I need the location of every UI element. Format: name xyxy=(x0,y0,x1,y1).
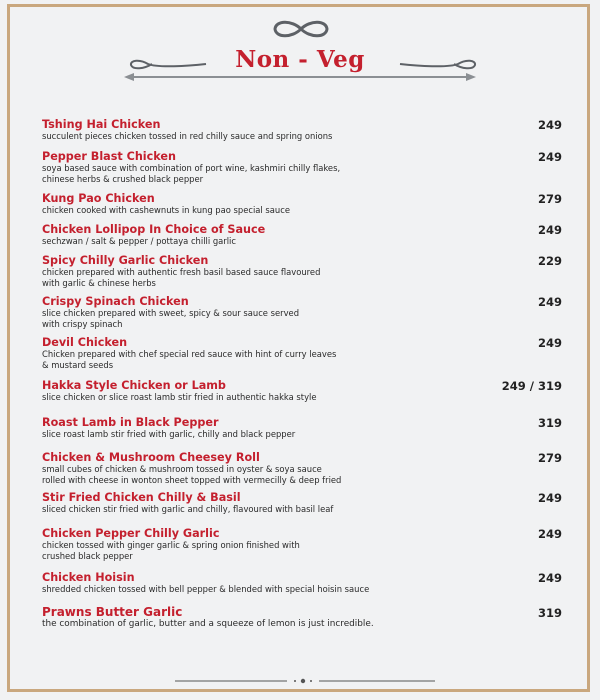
menu-item xyxy=(42,451,562,486)
divider-arrow-right xyxy=(466,72,476,82)
item-description: chicken prepared with authentic fresh basil based sauce flavoured with garlic & chinese herbs xyxy=(42,267,321,288)
item-description: small cubes of chicken & mushroom tossed in oyster & soya sauce rolled with cheese in wonton sheet topped with vermecilly & deep fried xyxy=(42,464,342,485)
menu-item xyxy=(42,491,562,515)
item-name: Tshing Hai Chicken xyxy=(42,118,161,131)
item-description: succulent pieces chicken tossed in red chilly sauce and spring onions xyxy=(42,131,333,141)
item-price: 249 xyxy=(537,118,562,132)
menu-item xyxy=(42,416,562,440)
menu-item xyxy=(42,254,562,289)
item-name: Devil Chicken xyxy=(42,336,128,349)
menu-item xyxy=(42,192,562,216)
item-description: chicken tossed with ginger garlic & spring onion finished with crushed black pepper xyxy=(42,540,300,561)
item-price: 279 xyxy=(537,451,562,465)
item-name: Spicy Chilly Garlic Chicken xyxy=(42,254,209,267)
footer-ornament xyxy=(175,678,435,684)
item-price: 249 xyxy=(537,150,562,164)
item-description: the combination of garlic, butter and a squeeze of lemon is just incredible. xyxy=(42,619,374,629)
menu-item xyxy=(42,150,562,185)
item-price: 249 xyxy=(537,527,562,541)
item-description: sechzwan / salt & pepper / pottaya chilli garlic xyxy=(42,236,236,246)
item-description: slice chicken prepared with sweet, spicy & sour sauce served with crispy spinach xyxy=(42,308,300,329)
item-name: Chicken Hoisin xyxy=(42,571,135,584)
menu-item xyxy=(42,527,562,562)
divider-arrow-left xyxy=(124,72,134,82)
item-price: 319 xyxy=(537,416,562,430)
item-description: Chicken prepared with chef special red sauce with hint of curry leaves & mustard seeds xyxy=(42,349,337,370)
item-price: 249 xyxy=(537,223,562,237)
item-price: 249 xyxy=(537,295,562,309)
item-name: Roast Lamb in Black Pepper xyxy=(42,416,219,429)
item-name: Pepper Blast Chicken xyxy=(42,150,176,163)
item-price: 249 xyxy=(537,491,562,505)
menu-item xyxy=(42,336,562,371)
item-name: Prawns Butter Garlic xyxy=(42,605,183,619)
item-description: soya based sauce with combination of port wine, kashmiri chilly flakes, chinese herbs & crushed black pepper xyxy=(42,163,341,184)
item-name: Chicken & Mushroom Cheesey Roll xyxy=(42,451,260,464)
menu-item xyxy=(42,606,562,630)
menu-item xyxy=(42,571,562,595)
item-price: 279 xyxy=(537,192,562,206)
item-price: 249 xyxy=(537,571,562,585)
section-title: Non - Veg xyxy=(235,46,365,73)
item-name: Crispy Spinach Chicken xyxy=(42,295,189,308)
menu-item xyxy=(42,379,562,403)
menu-item xyxy=(42,223,562,247)
ornament-icon xyxy=(270,18,332,40)
item-description: chicken cooked with cashewnuts in kung pao special sauce xyxy=(42,205,290,215)
item-price: 229 xyxy=(537,254,562,268)
item-description: shredded chicken tossed with bell pepper & blended with special hoisin sauce xyxy=(42,584,370,594)
menu-item xyxy=(42,118,562,142)
item-name: Kung Pao Chicken xyxy=(42,192,155,205)
header-divider xyxy=(130,76,470,78)
item-description: slice chicken or slice roast lamb stir fried in authentic hakka style xyxy=(42,392,317,402)
item-price: 319 xyxy=(537,606,562,620)
item-price: 249 xyxy=(537,336,562,350)
item-description: slice roast lamb stir fried with garlic, chilly and black pepper xyxy=(42,429,296,439)
menu-item xyxy=(42,295,562,330)
item-name: Hakka Style Chicken or Lamb xyxy=(42,379,226,392)
item-name: Stir Fried Chicken Chilly & Basil xyxy=(42,491,241,504)
item-description: sliced chicken stir fried with garlic and chilly, flavoured with basil leaf xyxy=(42,504,334,514)
item-name: Chicken Lollipop In Choice of Sauce xyxy=(42,223,266,236)
item-price: 249 / 319 xyxy=(501,379,562,393)
item-name: Chicken Pepper Chilly Garlic xyxy=(42,527,220,540)
